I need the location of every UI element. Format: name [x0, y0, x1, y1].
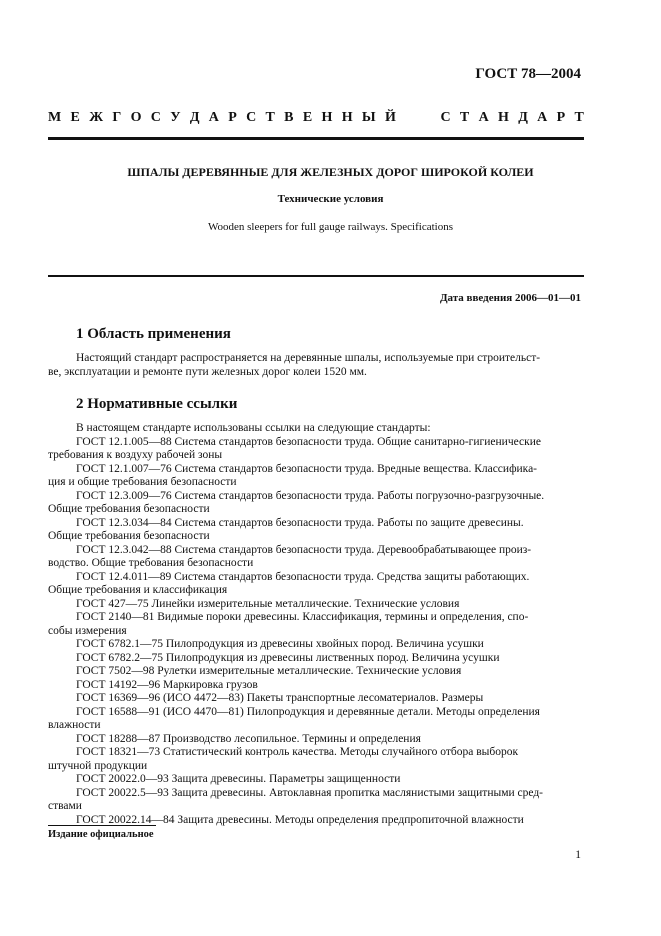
banner-letter: Р — [556, 110, 566, 125]
banner-letter: Т — [459, 110, 470, 125]
banner-letter: С — [440, 110, 451, 125]
banner-letter: Н — [321, 110, 333, 125]
text-line: Общие требования и классификация — [48, 584, 228, 596]
section-1-body — [48, 352, 584, 379]
text-line: ГОСТ 18321—73 Статистический контроль качества. Методы случайного отбора выборок — [76, 746, 519, 758]
text-line: водство. Общие требования безопасности — [48, 557, 254, 569]
text-line: ГОСТ 12.3.034—84 Система стандартов безопасности труда. Работы по защите древесины. — [76, 516, 524, 529]
document-title-english: Wooden sleepers for full gauge railways. Specifications — [207, 221, 453, 233]
banner-letter: С — [150, 110, 161, 125]
text-line: собы измерения — [48, 624, 127, 637]
text-line: ГОСТ 12.1.007—76 Система стандартов безопасности труда. Вредные вещества. Классифика- — [76, 462, 538, 475]
banner-letter: Г — [112, 110, 122, 125]
banner-letter: Т — [265, 110, 275, 125]
text-line: ГОСТ 14192—96 Маркировка грузов — [76, 678, 258, 691]
banner-letter: Т — [574, 110, 584, 125]
banner-letter: А — [208, 110, 219, 125]
banner-letter: Р — [228, 110, 237, 125]
banner-letter: Ы — [361, 110, 376, 125]
text-line: ГОСТ 6782.2—75 Пилопродукция из древесины лиственных пород. Величина усушки — [76, 651, 500, 664]
banner-gap — [405, 110, 431, 126]
section-2-body — [48, 422, 584, 827]
middle-rule — [48, 275, 584, 277]
text-line: ве, эксплуатации и ремонте пути железных дорог колеи 1520 мм. — [48, 365, 367, 378]
banner-letter: Е — [302, 110, 313, 125]
text-line: ГОСТ 2140—81 Видимые пороки древесины. Классификация, термины и определения, спо- — [76, 611, 529, 623]
page-number: 1 — [575, 849, 581, 861]
text-line: ция и общие требования безопасности — [48, 476, 237, 488]
banner-letter: Д — [518, 110, 528, 125]
banner-letter: Д — [189, 110, 200, 125]
text-line: Общие требования безопасности — [48, 503, 210, 515]
text-line: ГОСТ 12.1.005—88 Система стандартов безопасности труда. Общие санитарно-гигиенические — [76, 435, 541, 448]
banner-letter: С — [246, 110, 257, 125]
text-line: В настоящем стандарте использованы ссылки на следующие стандарты: — [76, 422, 431, 434]
introduction-date: Дата введения 2006—01—01 — [439, 292, 581, 304]
banner-letter: А — [537, 110, 548, 125]
text-line: ГОСТ 6782.1—75 Пилопродукция из древесины хвойных пород. Величина усушки — [76, 638, 484, 650]
text-line: Общие требования безопасности — [48, 530, 210, 542]
text-line: ГОСТ 20022.14—84 Защита древесины. Методы определения предпропиточной влажности — [76, 813, 524, 826]
banner-letter: Н — [498, 110, 509, 125]
text-line: штучной продукции — [48, 759, 148, 772]
text-line: ГОСТ 12.3.042—88 Система стандартов безопасности труда. Деревообрабатывающее произ- — [76, 543, 532, 556]
document-subtitle: Технические условия — [277, 193, 384, 205]
text-line: требования к воздуху рабочей зоны — [48, 449, 223, 461]
banner-letter: Н — [341, 110, 353, 125]
text-line: ГОСТ 20022.5—93 Защита древесины. Автоклавная пропитка маслянистыми защитными сред- — [76, 786, 543, 799]
text-line: ГОСТ 427—75 Линейки измерительные металлические. Технические условия — [76, 597, 460, 610]
text-line: ГОСТ 18288—87 Производство лесопильное. Термины и определения — [76, 732, 421, 745]
banner-letter: Ж — [89, 110, 104, 125]
banner-letter: М — [48, 110, 62, 125]
text-line: ГОСТ 16369—96 (ИСО 4472—83) Пакеты транспортные лесоматериалов. Размеры — [76, 692, 484, 704]
interstate-standard-banner — [48, 110, 584, 126]
text-line: ГОСТ 16588—91 (ИСО 4470—81) Пилопродукция и деревянные детали. Методы определения — [76, 705, 540, 718]
banner-letter: О — [130, 110, 142, 125]
text-line: ГОСТ 20022.0—93 Защита древесины. Параметры защищенности — [76, 773, 401, 785]
text-line: ствами — [48, 800, 82, 812]
document-code: ГОСТ 78—2004 — [475, 66, 581, 82]
text-line: влажности — [48, 719, 101, 731]
banner-letter: У — [170, 110, 181, 125]
document-title: ШПАЛЫ ДЕРЕВЯННЫЕ ДЛЯ ЖЕЛЕЗНЫХ ДОРОГ ШИРОКОЙ КОЛЕИ — [127, 165, 534, 179]
banner-letter: Й — [384, 110, 396, 125]
banner-letter: В — [284, 110, 294, 125]
banner-letter: А — [478, 110, 489, 125]
official-edition-label: Издание официальное — [48, 829, 154, 840]
banner-letter: Е — [70, 110, 80, 125]
text-line: ГОСТ 12.3.009—76 Система стандартов безопасности труда. Работы погрузочно-разгрузочные. — [76, 489, 545, 502]
text-line: Настоящий стандарт распространяется на деревянные шпалы, используемые при строительст- — [76, 352, 541, 364]
footer-rule — [48, 825, 156, 826]
text-line: ГОСТ 7502—98 Рулетки измерительные металлические. Технические условия — [76, 665, 462, 677]
text-line: ГОСТ 12.4.011—89 Система стандартов безопасности труда. Средства защиты работающих. — [76, 570, 530, 583]
top-rule — [48, 137, 584, 140]
section-2-heading: 2 Нормативные ссылки — [76, 396, 238, 412]
section-1-heading: 1 Область применения — [76, 326, 231, 342]
